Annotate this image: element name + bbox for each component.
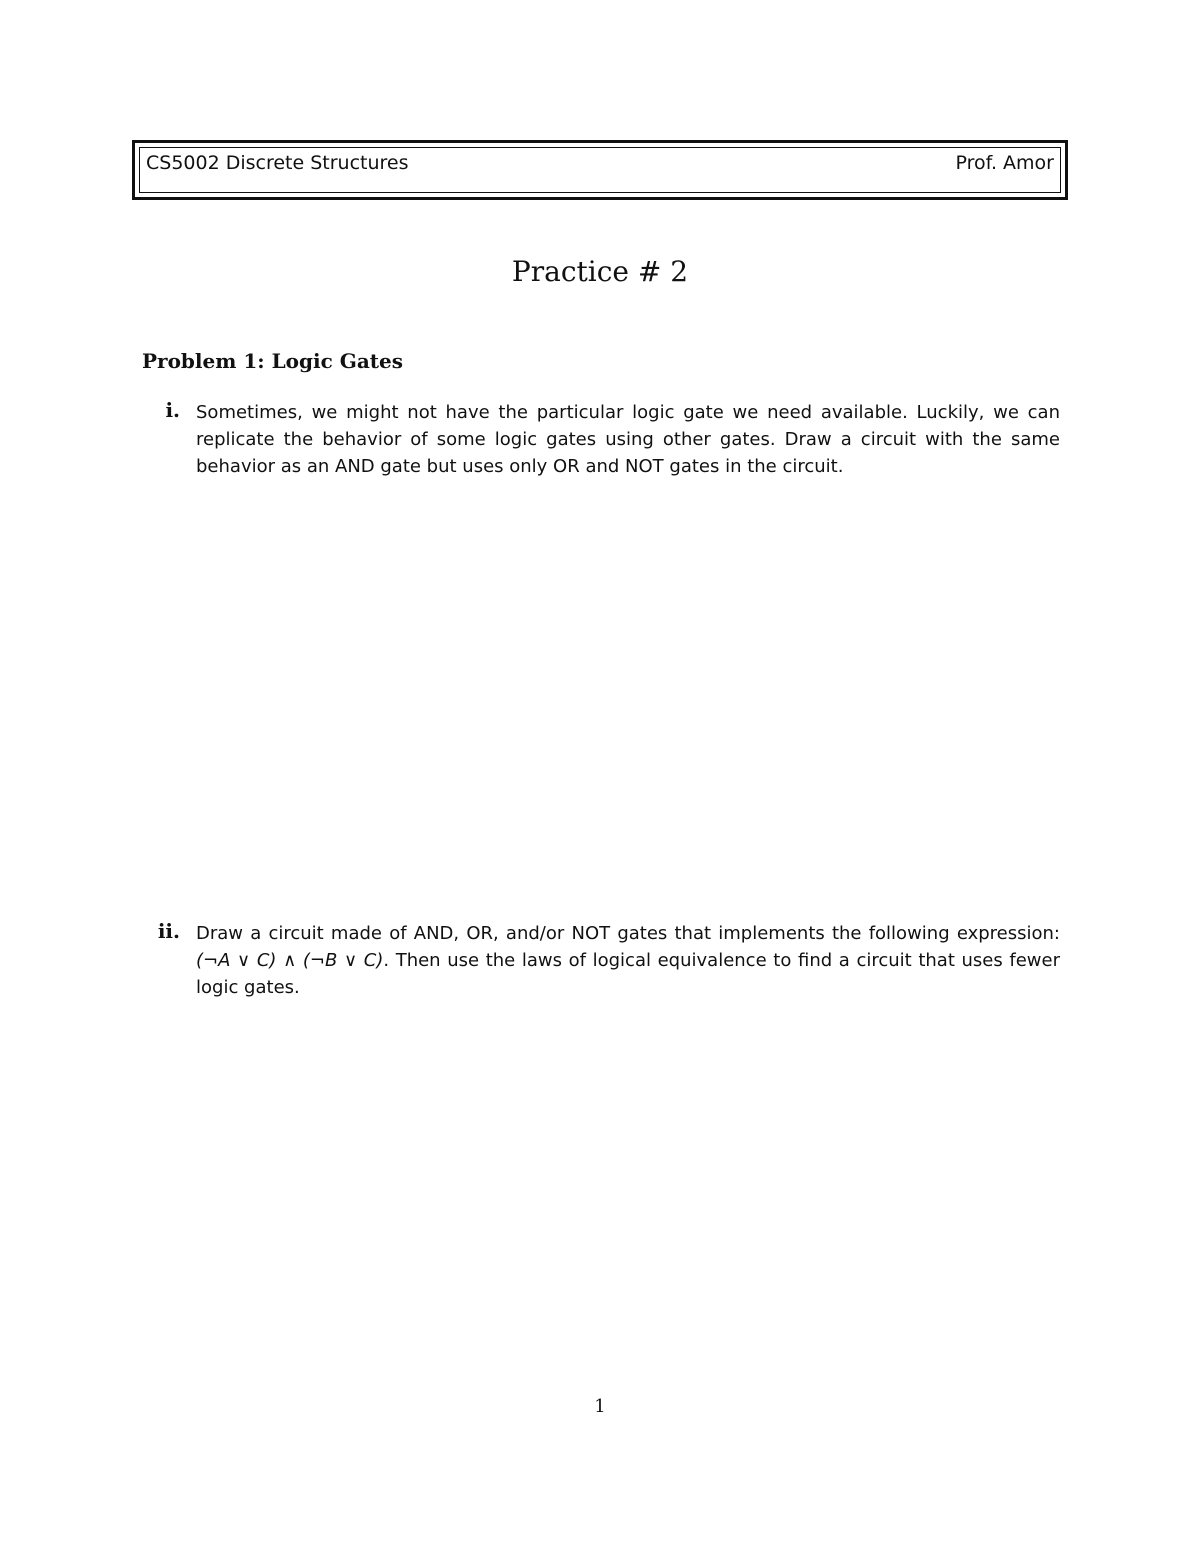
item-marker: i. xyxy=(165,398,180,422)
header-inner-frame xyxy=(139,147,1061,193)
course-name: CS5002 Discrete Structures xyxy=(146,152,409,174)
item-marker: ii. xyxy=(157,919,180,943)
item-text-after: . Then use the laws of logical equivalence to find a circuit that uses fewer logic gates. xyxy=(196,950,1060,998)
item-text-before: Draw a circuit made of AND, OR, and/or NOT gates that implements the following expression: xyxy=(196,923,1060,944)
problem-heading: Problem 1: Logic Gates xyxy=(142,349,403,373)
item-text: Sometimes, we might not have the particular logic gate we need available. Luckily, we can replicate the behavior of some logic gates using other gates. Draw a circuit with the same behavior as an AND gate but uses only OR and NOT gates in the circuit. xyxy=(196,402,1060,477)
header-box xyxy=(132,140,1068,200)
item-text xyxy=(196,920,1060,1001)
page-number: 1 xyxy=(594,1396,606,1417)
instructor-name: Prof. Amor xyxy=(955,152,1054,174)
page-title: Practice # 2 xyxy=(511,255,689,288)
logic-expression: (¬A ∨ C) ∧ (¬B ∨ C) xyxy=(196,950,384,971)
